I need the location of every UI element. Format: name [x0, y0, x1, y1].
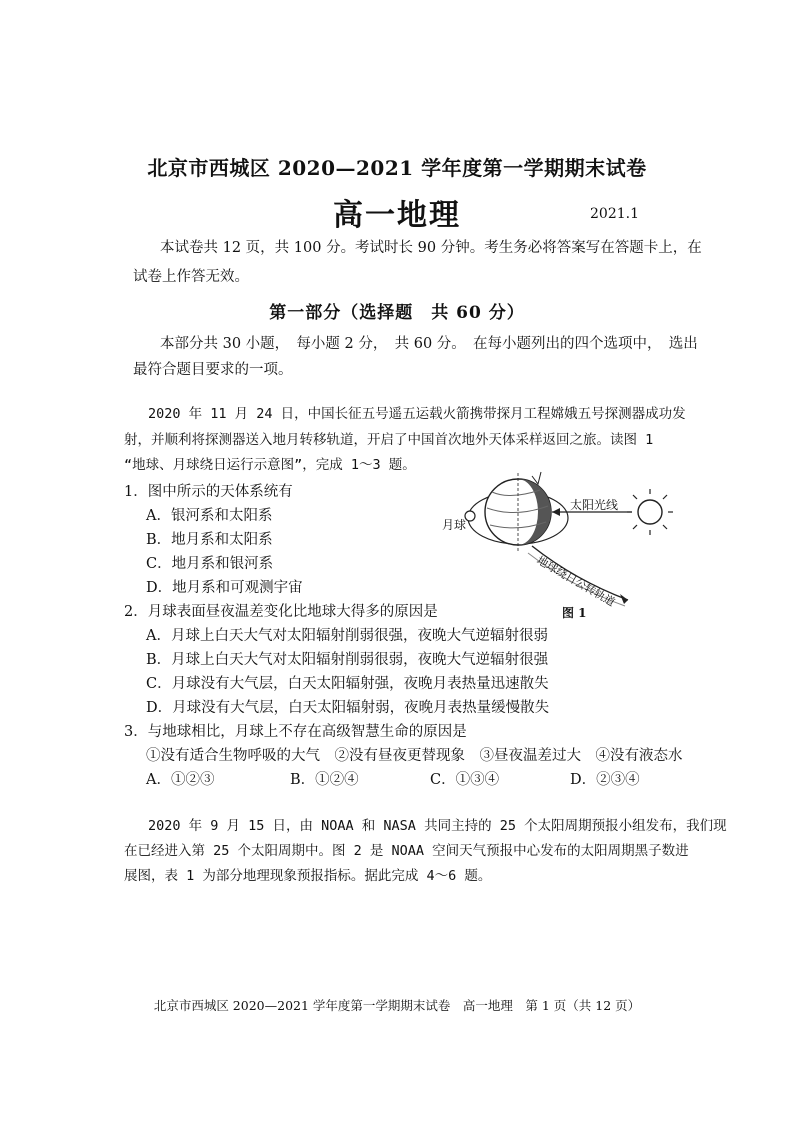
exam-title: 北京市西城区 2020—2021 学年度第一学期期末试卷 [147, 156, 647, 180]
section-instruction-line-1: 本部分共 30 小题， 每小题 2 分， 共 60 分。 在每小题列出的四个选项中， 选出 [160, 336, 698, 352]
question-2-stem: 2．月球表面昼夜温差变化比地球大得多的原因是 [124, 604, 438, 620]
question-2-option-b: B．月球上白天大气对太阳辐射削弱很弱，夜晚大气逆辐射很强 [146, 652, 549, 668]
passage2-line-1: 2020 年 9 月 15 日，由 NOAA 和 NASA 共同主持的 25 个太阳周期预报小组发布，我们现 [148, 818, 727, 834]
question-1-option-d: D．地月系和可观测宇宙 [146, 580, 303, 596]
sunlight-arrow-icon [552, 508, 560, 516]
question-3-option-c: C．①③④ [430, 772, 500, 788]
earth-moon-sun-diagram [440, 470, 680, 620]
passage2-line-3: 展图，表 1 为部分地理现象预报指标。据此完成 4～6 题。 [124, 868, 492, 884]
section-instruction-line-2: 最符合题目要求的一项。 [133, 362, 293, 378]
section-title: 第一部分（选择题 共 60 分） [269, 303, 525, 323]
question-1-option-a: A．银河系和太阳系 [146, 508, 273, 524]
question-1-option-c: C．地月系和银河系 [146, 556, 274, 572]
moon-label: 月球 [442, 518, 467, 532]
question-2-option-a: A．月球上白天大气对太阳辐射削弱很强，夜晚大气逆辐射很弱 [146, 628, 548, 644]
passage1-line-1: 2020 年 11 月 24 日，中国长征五号遥五运载火箭携带探月工程嫦娥五号探测器成功发 [148, 406, 686, 422]
question-1-option-b: B．地月系和太阳系 [146, 532, 273, 548]
passage2-line-2: 在已经进入第 25 个太阳周期中。图 2 是 NOAA 空间天气预报中心发布的太阳周期黑子数进 [124, 843, 689, 859]
subject-title: 高一地理 [333, 198, 461, 233]
intro-line-2: 试卷上作答无效。 [133, 269, 249, 285]
question-3-option-a: A．①②③ [146, 772, 215, 788]
question-1-stem: 1．图中所示的天体系统有 [124, 484, 293, 500]
passage1-line-3: “地球、月球绕日运行示意图”，完成 1～3 题。 [124, 457, 416, 473]
figure-1 [440, 470, 680, 620]
passage1-line-2: 射，并顺利将探测器送入地月转移轨道，开启了中国首次地外天体采样返回之旅。读图 1 [124, 432, 654, 448]
question-2-option-c: C．月球没有大气层，白天太阳辐射强，夜晚月表热量迅速散失 [146, 676, 549, 692]
question-3-option-b: B．①②④ [290, 772, 359, 788]
page-footer: 北京市西城区 2020—2021 学年度第一学期期末试卷 高一地理 第 1 页（共 12 页） [153, 998, 641, 1013]
intro-line-1: 本试卷共 12 页，共 100 分。考试时长 90 分钟。考生务必将答案写在答题卡上，在 [160, 240, 702, 256]
question-3-conditions: ①没有适合生物呼吸的大气 ②没有昼夜更替现象 ③昼夜温差过大 ④没有液态水 [146, 748, 683, 764]
question-2-option-d: D．月球没有大气层，白天太阳辐射弱，夜晚月表热量缓慢散失 [146, 700, 550, 716]
question-3-stem: 3．与地球相比，月球上不存在高级智慧生命的原因是 [124, 724, 467, 740]
exam-date: 2021.1 [590, 206, 639, 222]
figure-1-caption: 图 1 [562, 606, 587, 620]
sun-body [638, 500, 662, 524]
sunlight-label: 太阳光线 [570, 498, 619, 512]
moon-body [465, 511, 475, 521]
question-3-option-d: D．②③④ [570, 772, 640, 788]
orbit-label: 地球绕日公转轨道 [534, 553, 618, 609]
